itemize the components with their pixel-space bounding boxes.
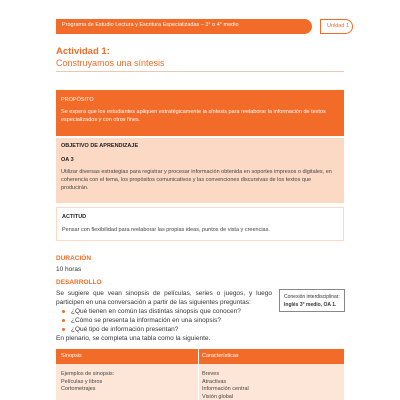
- table-row: [56, 364, 344, 400]
- synopsis-table: [56, 349, 344, 400]
- column-header-synopsis: Sinopsis: [61, 353, 82, 359]
- question-text: ¿Qué tipo de información presentan?: [71, 326, 179, 333]
- title-divider: [56, 71, 344, 72]
- question-text: ¿Qué tienen en común las distintas sinopsis que conocen?: [71, 308, 241, 315]
- interdisciplinary-connection-box: [279, 289, 345, 312]
- program-title: Programa de Estudio Lectura y Escritura Especializadas – 3° o 4° medio: [62, 22, 239, 28]
- purpose-label: PROPÓSITO: [61, 97, 94, 103]
- development-label: DESARROLLO: [56, 279, 102, 286]
- cell-line: Películas y libros: [61, 378, 103, 385]
- table-header: [56, 349, 344, 364]
- synopsis-cell: [61, 371, 114, 394]
- objective-code: OA 3: [61, 157, 74, 163]
- development-closing: En plenario, se completa una tabla como la siguiente.: [56, 335, 211, 342]
- learning-objective-box: [56, 138, 344, 203]
- cell-line: Atractivas: [202, 378, 227, 385]
- bullet-icon: [62, 328, 65, 331]
- duration-value: 10 horas: [56, 266, 82, 273]
- cell-line: Ejemplos de sinopsis:: [61, 371, 115, 377]
- duration-label: DURACIÓN: [56, 255, 92, 262]
- activity-subtitle: Construyamos una síntesis: [56, 58, 165, 68]
- cell-line: Cortometrajes: [61, 386, 96, 392]
- list-item: [62, 307, 272, 316]
- characteristics-cell: [202, 371, 249, 400]
- attitude-box: [56, 207, 344, 241]
- purpose-box: [56, 90, 344, 136]
- list-item: [62, 316, 272, 325]
- connection-label: Conexión interdisciplinar:: [284, 294, 340, 300]
- attitude-label: ACTITUD: [62, 214, 87, 220]
- cell-line: Información central: [202, 386, 249, 392]
- activity-title: Actividad 1:: [56, 46, 110, 57]
- program-header-bar: [56, 19, 312, 34]
- bullet-icon: [62, 310, 65, 313]
- objective-text: Utilizar diversas estrategias para registrar y procesar información obtenida en soportes impresos o digitales, en coherencia con el tema, los propósitos comunicativos y las convenciones discursivas de los textos que producirán.: [61, 169, 332, 191]
- cell-line: Breves: [202, 371, 220, 377]
- bullet-icon: [62, 319, 65, 322]
- development-intro: Se sugiere que vean sinopsis de películas, series o juegos, y luego participen en una conversación a partir de las siguientes preguntas:: [56, 290, 272, 306]
- list-item: [62, 325, 272, 334]
- objective-label: OBJETIVO DE APRENDIZAJE: [61, 143, 139, 149]
- unit-label: Unidad 1: [327, 23, 350, 29]
- column-divider: [198, 349, 199, 400]
- column-header-characteristics: Características: [202, 353, 239, 359]
- attitude-text: Pensar con flexibilidad para reelaborar las propias ideas, puntos de vista y creencias.: [62, 227, 270, 233]
- connection-reference: Inglés 3° medio, OA 1.: [284, 302, 337, 308]
- question-text: ¿Cómo se presenta la información en una sinopsis?: [71, 317, 221, 324]
- question-list: [62, 307, 272, 334]
- purpose-text: Se espera que los estudiantes apliquen estratégicamente la síntesis para reelaborar la información de textos especializados y con otros fines.: [61, 109, 326, 123]
- cell-line: Visión global: [202, 393, 234, 400]
- unit-badge: [320, 19, 353, 34]
